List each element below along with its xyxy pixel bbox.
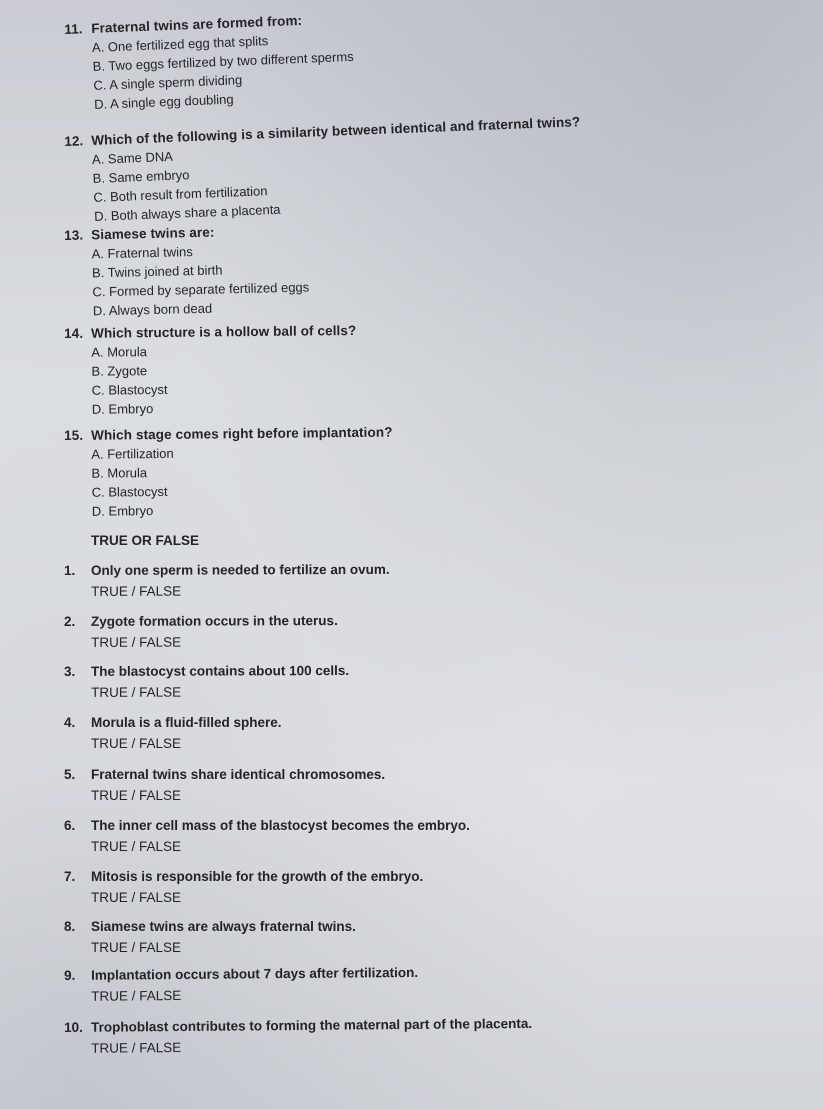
option-d: D. Embryo <box>91 401 154 417</box>
tf-answer-choice: TRUE / FALSE <box>91 940 182 955</box>
question-stem: Which stage comes right before implantation? <box>90 424 393 443</box>
question-number: 12. <box>64 133 84 149</box>
tf-statement-text: Morula is a fluid-filled sphere. <box>91 715 282 730</box>
option-a: A. Morula <box>91 344 147 360</box>
tf-statement <box>64 869 784 884</box>
option-d: D. Both always share a placenta <box>93 201 281 224</box>
tf-number: 3. <box>64 663 76 679</box>
tf-item-5 <box>64 767 784 803</box>
tf-answer-choice: TRUE / FALSE <box>91 634 182 650</box>
question-15 <box>64 420 785 519</box>
tf-statement <box>64 962 784 983</box>
tf-answer-choice: TRUE / FALSE <box>91 788 182 803</box>
tf-statement <box>64 767 784 782</box>
option-b: B. Twins joined at birth <box>91 262 223 281</box>
tf-number: 6. <box>64 818 76 833</box>
tf-statement <box>64 919 784 934</box>
option-b: B. Morula <box>91 465 148 481</box>
question-11 <box>64 0 787 113</box>
question-number: 14. <box>64 325 84 341</box>
option-b: B. Same embryo <box>92 167 190 186</box>
option-c: C. A single sperm dividing <box>93 72 243 93</box>
tf-number: 9. <box>64 967 76 983</box>
option-c: C. Formed by separate fertilized eggs <box>92 279 310 300</box>
option-b: B. Zygote <box>91 363 148 379</box>
tf-item-7 <box>64 869 784 905</box>
option-d: D. Embryo <box>91 503 154 519</box>
question-stem: Siamese twins are: <box>90 224 215 243</box>
option-a: A. Fertilization <box>91 445 174 462</box>
question-number: 15. <box>64 427 84 443</box>
tf-statement-text: Fraternal twins share identical chromosomes. <box>91 767 386 782</box>
question-stem: Which structure is a hollow ball of cells? <box>90 322 357 341</box>
tf-answer-choice: TRUE / FALSE <box>91 1039 182 1056</box>
tf-statement-text: Zygote formation occurs in the uterus. <box>90 613 338 629</box>
option-c: C. Blastocyst <box>91 381 168 398</box>
tf-number: 4. <box>64 715 76 730</box>
tf-answer-choice: TRUE / FALSE <box>91 987 182 1004</box>
tf-item-3 <box>64 661 784 700</box>
tf-statement <box>64 560 784 578</box>
question-number: 13. <box>64 227 84 243</box>
question-number: 11. <box>64 21 83 37</box>
tf-item-1 <box>64 560 784 599</box>
tf-number: 10. <box>64 1019 83 1035</box>
tf-item-9 <box>64 962 784 1004</box>
tf-statement <box>64 1014 784 1035</box>
tf-answer-choice: TRUE / FALSE <box>91 583 182 599</box>
question-14 <box>64 318 785 417</box>
tf-statement-text: The blastocyst contains about 100 cells. <box>90 663 350 679</box>
tf-answer-choice: TRUE / FALSE <box>91 839 182 854</box>
tf-statement <box>64 715 784 730</box>
option-a: A. Same DNA <box>91 148 174 167</box>
option-d: D. A single egg doubling <box>93 91 234 112</box>
tf-number: 5. <box>64 767 76 782</box>
tf-item-10 <box>64 1014 784 1056</box>
tf-number: 7. <box>64 869 76 884</box>
option-a: A. One fertilized egg that splits <box>91 33 269 55</box>
tf-statement-text: Trophoblast contributes to forming the maternal part of the placenta. <box>90 1015 533 1035</box>
tf-number: 2. <box>64 613 76 629</box>
option-c: C. Both result from fertilization <box>93 183 268 205</box>
option-a: A. Fraternal twins <box>91 244 193 262</box>
tf-number: 1. <box>64 562 76 578</box>
question-stem: Which of the following is a similarity between identical and fraternal twins? <box>90 114 581 148</box>
tf-answer-choice: TRUE / FALSE <box>91 890 182 905</box>
tf-item-6 <box>64 818 784 854</box>
question-13 <box>64 212 786 319</box>
tf-statement <box>64 818 784 833</box>
question-stem: Fraternal twins are formed from: <box>90 12 303 36</box>
tf-item-2 <box>64 611 784 650</box>
question-12 <box>64 106 787 225</box>
tf-statement <box>64 611 784 629</box>
tf-answer-choice: TRUE / FALSE <box>91 736 182 751</box>
tf-statement-text: Mitosis is responsible for the growth of the embryo. <box>91 869 424 884</box>
tf-statement-text: The inner cell mass of the blastocyst becomes the embryo. <box>91 818 470 833</box>
tf-number: 8. <box>64 919 76 934</box>
option-b: B. Two eggs fertilized by two different sperms <box>92 48 354 74</box>
option-c: C. Blastocyst <box>91 483 168 500</box>
option-d: D. Always born dead <box>92 300 213 319</box>
tf-statement-text: Only one sperm is needed to fertilize an ovum. <box>90 561 390 578</box>
section-title-true-false: TRUE OR FALSE <box>91 533 200 548</box>
tf-statement-text: Implantation occurs about 7 days after fertilization. <box>90 964 419 983</box>
tf-item-4 <box>64 715 784 751</box>
tf-statement-text: Siamese twins are always fraternal twins. <box>91 919 356 934</box>
tf-answer-choice: TRUE / FALSE <box>91 684 182 700</box>
tf-item-8 <box>64 919 784 955</box>
tf-statement <box>64 661 784 679</box>
